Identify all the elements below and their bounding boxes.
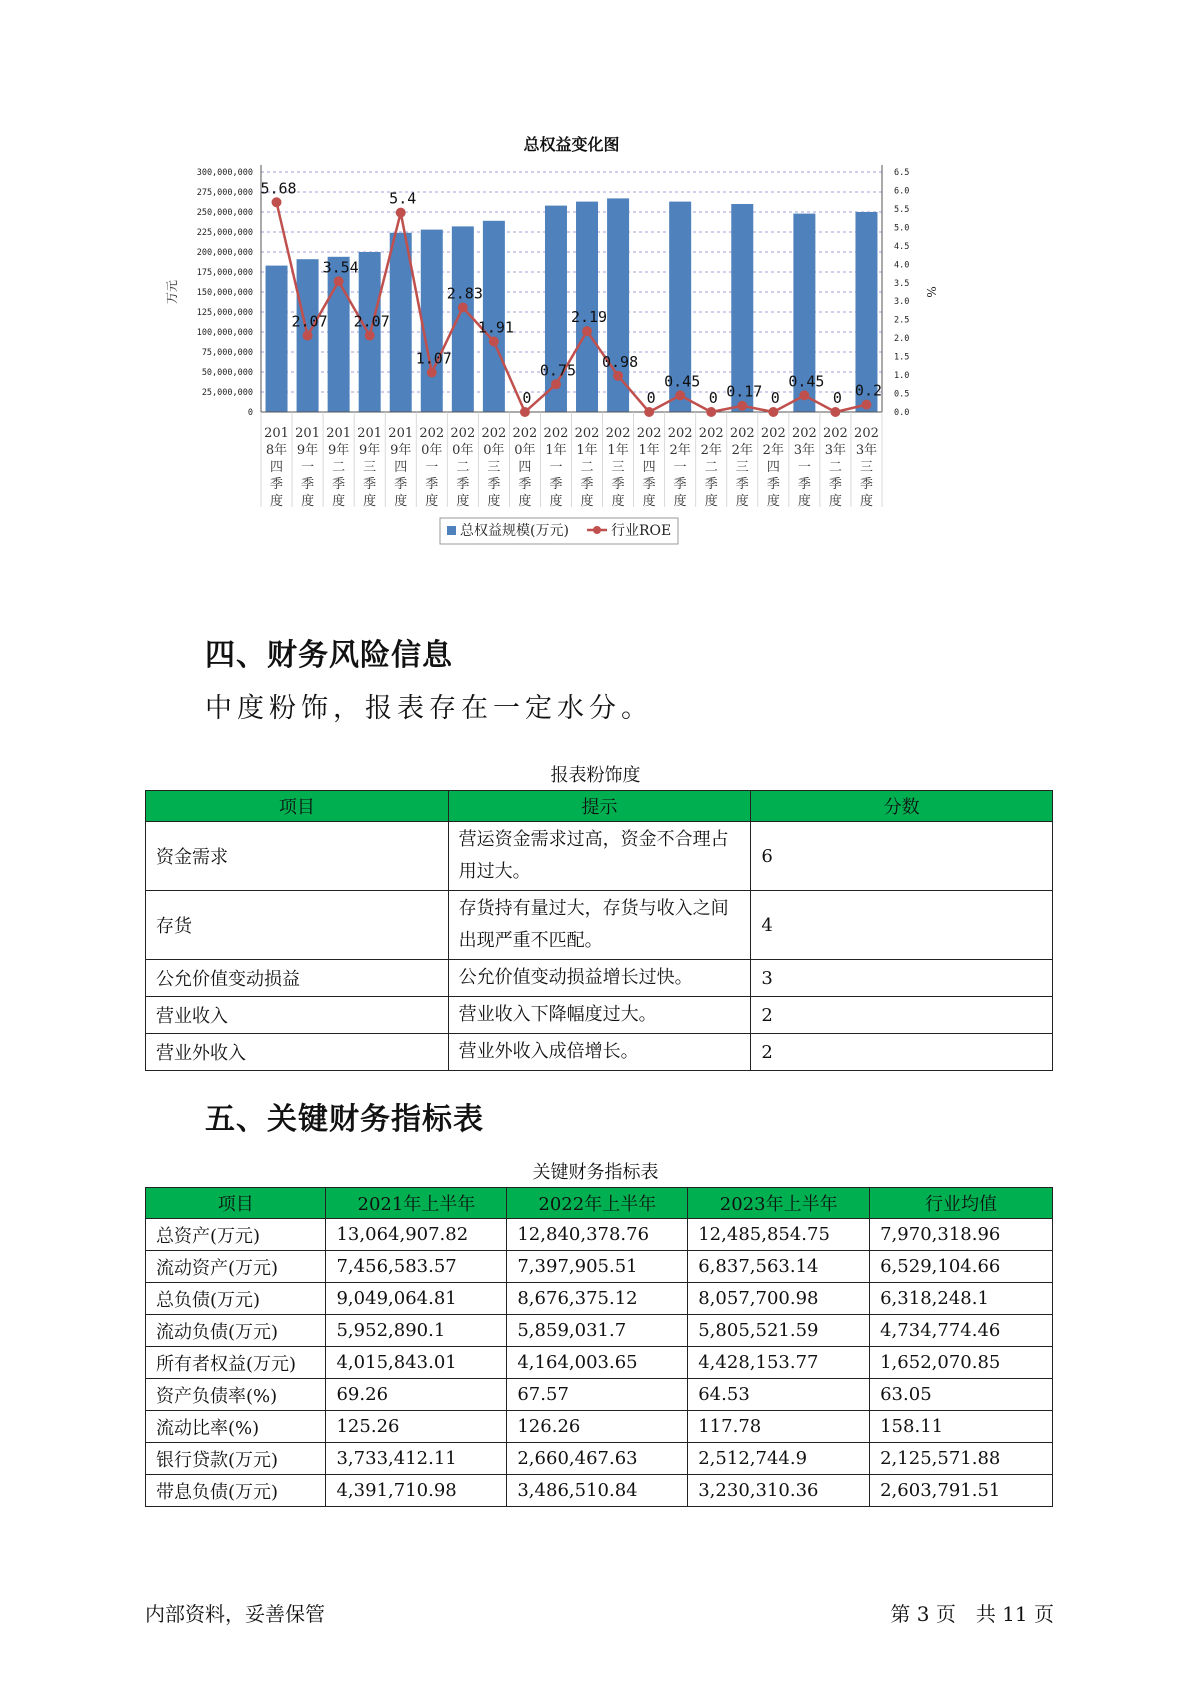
legend-bar-label: 总权益规模(万元)	[460, 523, 569, 539]
y-left-tick-label: 50,000,000	[201, 368, 253, 378]
kpi-2022h1: 67.57	[507, 1379, 688, 1411]
equity-chart-svg	[150, 135, 1030, 595]
y-right-tick-label: 5.5	[894, 204, 910, 215]
x-tick-label: 0年	[452, 443, 474, 458]
table-row	[146, 1251, 1053, 1283]
y-left-tick-label: 150,000,000	[196, 288, 253, 298]
x-tick-label: 1年	[607, 443, 629, 458]
x-tick-label: 2年	[731, 443, 753, 458]
x-tick-label: 季	[456, 477, 470, 492]
roe-point	[427, 367, 437, 377]
x-tick-label: 度	[580, 494, 594, 509]
x-tick-label: 季	[332, 477, 346, 492]
x-tick-label: 3年	[793, 443, 816, 458]
table-row	[146, 1315, 1053, 1347]
x-tick-label: 202	[636, 426, 662, 441]
x-tick-label: 202	[543, 426, 569, 441]
roe-data-label: 0	[832, 389, 842, 407]
kpi-industry-avg: 2,125,571.88	[870, 1443, 1053, 1475]
y-left-axis-title: 万元	[165, 279, 179, 305]
x-tick-label: 季	[549, 477, 563, 492]
table-row	[146, 891, 1053, 960]
kpi-2023h1: 117.78	[688, 1411, 870, 1443]
x-tick-label: 二	[828, 460, 842, 475]
kpi-2022h1: 8,676,375.12	[507, 1283, 688, 1315]
roe-point	[706, 407, 716, 417]
table-row	[146, 1443, 1053, 1475]
risk-score: 3	[751, 960, 1053, 997]
x-tick-label: 季	[580, 477, 594, 492]
kpi-header-2022h1: 2022年上半年	[507, 1188, 688, 1219]
y-right-tick-label: 6.5	[894, 168, 910, 178]
risk-item: 存货	[146, 891, 449, 960]
footer-page-number: 第 3 页 共 11 页	[890, 1602, 1054, 1626]
x-tick-label: 度	[797, 494, 811, 509]
roe-data-label: 0	[646, 389, 656, 407]
kpi-item: 银行贷款(万元)	[146, 1443, 326, 1475]
x-tick-label: 季	[518, 477, 532, 492]
risk-item: 营业外收入	[146, 1034, 449, 1071]
x-tick-label: 202	[481, 426, 507, 441]
x-tick-label: 201	[388, 426, 414, 441]
x-tick-label: 季	[394, 477, 408, 492]
x-tick-label: 一	[673, 460, 687, 475]
kpi-item: 总资产(万元)	[146, 1219, 326, 1251]
x-tick-label: 三	[735, 460, 749, 475]
legend-line-label: 行业ROE	[611, 523, 672, 539]
x-tick-label: 202	[729, 426, 755, 441]
table-row	[146, 1475, 1053, 1507]
bar	[483, 221, 505, 412]
kpi-2021h1: 69.26	[326, 1379, 507, 1411]
kpi-industry-avg: 7,970,318.96	[870, 1219, 1053, 1251]
x-tick-label: 度	[611, 494, 625, 509]
kpi-2022h1: 126.26	[507, 1411, 688, 1443]
section4-title: 四、财务风险信息	[205, 638, 453, 673]
x-tick-label: 度	[394, 494, 408, 509]
x-tick-label: 三	[859, 460, 873, 475]
kpi-header-2021h1: 2021年上半年	[326, 1188, 507, 1219]
y-left-tick-label: 175,000,000	[196, 268, 253, 278]
kpi-2021h1: 5,952,890.1	[326, 1315, 507, 1347]
roe-data-label: 0.75	[539, 361, 577, 380]
kpi-2021h1: 7,456,583.57	[326, 1251, 507, 1283]
legend-line-marker	[593, 526, 601, 534]
kpi-industry-avg: 1,652,070.85	[870, 1347, 1053, 1379]
x-tick-label: 度	[859, 494, 873, 509]
x-tick-label: 201	[357, 426, 383, 441]
risk-header-item: 项目	[146, 791, 449, 822]
kpi-2021h1: 9,049,064.81	[326, 1283, 507, 1315]
x-tick-label: 1年	[545, 443, 567, 458]
x-tick-label: 2年	[669, 443, 691, 458]
kpi-item: 流动比率(%)	[146, 1411, 326, 1443]
kpi-2022h1: 3,486,510.84	[507, 1475, 688, 1507]
kpi-2023h1: 6,837,563.14	[688, 1251, 870, 1283]
x-tick-label: 季	[704, 477, 718, 492]
roe-data-label: 2.07	[291, 312, 328, 331]
roe-point	[458, 303, 468, 313]
x-tick-label: 202	[605, 426, 631, 441]
kpi-header-item: 项目	[146, 1188, 326, 1219]
kpi-2023h1: 2,512,744.9	[688, 1443, 870, 1475]
kpi-2021h1: 4,015,843.01	[326, 1347, 507, 1379]
kpi-table-header-row	[146, 1188, 1053, 1219]
y-left-tick-label: 200,000,000	[196, 248, 253, 258]
x-tick-label: 度	[332, 494, 346, 509]
bar	[421, 230, 443, 412]
x-tick-label: 0年	[514, 443, 536, 458]
x-tick-label: 3年	[824, 443, 847, 458]
roe-point	[520, 407, 530, 417]
kpi-2023h1: 4,428,153.77	[688, 1347, 870, 1379]
x-tick-label: 二	[332, 460, 346, 475]
roe-point	[675, 390, 685, 400]
x-tick-label: 三	[611, 460, 625, 475]
risk-tip: 营业外收入成倍增长。	[448, 1034, 751, 1071]
kpi-table	[145, 1187, 1053, 1507]
risk-summary-text: 中度粉饰，报表存在一定水分。	[205, 693, 653, 724]
x-tick-label: 度	[425, 494, 439, 509]
x-tick-label: 度	[270, 494, 284, 509]
x-tick-label: 一	[549, 460, 563, 475]
x-tick-label: 季	[425, 477, 439, 492]
risk-tip: 营业收入下降幅度过大。	[448, 997, 751, 1034]
bar	[266, 266, 288, 412]
risk-score: 6	[751, 822, 1053, 891]
x-tick-label: 0年	[483, 443, 505, 458]
y-right-tick-label: 3.5	[894, 278, 910, 289]
roe-point	[830, 407, 840, 417]
table-row	[146, 960, 1053, 997]
x-tick-label: 四	[766, 460, 780, 475]
x-tick-label: 202	[760, 426, 786, 441]
table-row	[146, 1034, 1053, 1071]
y-right-tick-label: 1.5	[894, 352, 910, 363]
risk-table	[145, 790, 1053, 1071]
roe-data-label: 0	[708, 389, 718, 407]
x-tick-label: 3年	[855, 443, 878, 458]
x-tick-label: 202	[791, 426, 817, 441]
x-tick-label: 9年	[390, 443, 412, 458]
x-tick-label: 一	[425, 460, 439, 475]
table-row	[146, 997, 1053, 1034]
equity-chart	[150, 135, 1030, 595]
x-tick-label: 季	[487, 477, 501, 492]
roe-point	[551, 379, 561, 389]
x-tick-label: 季	[828, 477, 842, 492]
x-tick-label: 度	[549, 494, 563, 509]
kpi-2023h1: 64.53	[688, 1379, 870, 1411]
roe-point	[272, 197, 282, 207]
roe-data-label: 2.07	[353, 312, 390, 331]
table-row	[146, 1379, 1053, 1411]
kpi-2023h1: 12,485,854.75	[688, 1219, 870, 1251]
roe-point	[582, 326, 592, 336]
table-row	[146, 1411, 1053, 1443]
y-right-axis-title: %	[924, 286, 938, 298]
x-tick-label: 四	[270, 460, 284, 475]
kpi-item: 流动资产(万元)	[146, 1251, 326, 1283]
risk-item: 营业收入	[146, 997, 449, 1034]
y-right-tick-label: 5.0	[894, 223, 910, 234]
kpi-industry-avg: 6,529,104.66	[870, 1251, 1053, 1283]
table-row	[146, 1219, 1053, 1251]
x-tick-label: 度	[518, 494, 532, 509]
risk-table-caption: 报表粉饰度	[550, 765, 641, 786]
roe-point	[334, 276, 344, 286]
roe-data-label: 0.2	[854, 381, 883, 400]
roe-point	[613, 371, 623, 381]
x-tick-label: 0年	[421, 443, 443, 458]
x-tick-label: 度	[704, 494, 718, 509]
x-tick-label: 202	[574, 426, 600, 441]
x-tick-label: 季	[270, 477, 284, 492]
section5-title: 五、关键财务指标表	[205, 1102, 484, 1137]
x-tick-label: 1年	[576, 443, 598, 458]
risk-item: 资金需求	[146, 822, 449, 891]
x-tick-label: 度	[828, 494, 842, 509]
roe-point	[737, 401, 747, 411]
roe-data-label: 5.68	[260, 179, 297, 198]
y-left-tick-label: 300,000,000	[196, 168, 253, 178]
roe-data-label: 5.4	[389, 189, 417, 208]
table-row	[146, 822, 1053, 891]
kpi-2023h1: 8,057,700.98	[688, 1283, 870, 1315]
kpi-2021h1: 125.26	[326, 1411, 507, 1443]
risk-header-tip: 提示	[448, 791, 751, 822]
roe-data-label: 3.54	[322, 258, 359, 277]
x-tick-label: 季	[611, 477, 625, 492]
x-tick-label: 二	[704, 460, 718, 475]
x-tick-label: 季	[797, 477, 811, 492]
kpi-industry-avg: 63.05	[870, 1379, 1053, 1411]
y-right-tick-label: 1.0	[894, 371, 910, 382]
footer-confidential-note: 内部资料，妥善保管	[145, 1602, 325, 1626]
x-tick-label: 一	[301, 460, 315, 475]
bar	[452, 226, 474, 412]
y-left-tick-label: 75,000,000	[201, 348, 253, 358]
y-right-tick-label: 6.0	[894, 186, 910, 197]
kpi-item: 带息负债(万元)	[146, 1475, 326, 1507]
risk-table-header-row	[146, 791, 1053, 822]
kpi-industry-avg: 4,734,774.46	[870, 1315, 1053, 1347]
bar	[731, 204, 753, 412]
kpi-item: 所有者权益(万元)	[146, 1347, 326, 1379]
risk-tip: 营运资金需求过高，资金不合理占用过大。	[448, 822, 751, 891]
roe-data-label: 1.91	[477, 318, 514, 337]
roe-point	[489, 336, 499, 346]
roe-point	[861, 400, 871, 410]
x-tick-label: 2年	[762, 443, 784, 458]
roe-data-label: 2.19	[570, 308, 608, 327]
x-tick-label: 9年	[296, 443, 319, 458]
kpi-industry-avg: 6,318,248.1	[870, 1283, 1053, 1315]
roe-point	[396, 208, 406, 218]
table-row	[146, 1283, 1053, 1315]
y-left-tick-label: 250,000,000	[196, 208, 253, 218]
roe-data-label: 1.07	[415, 349, 452, 368]
risk-score: 2	[751, 997, 1053, 1034]
y-right-tick-label: 4.0	[894, 260, 910, 271]
x-tick-label: 201	[295, 426, 320, 441]
kpi-2021h1: 4,391,710.98	[326, 1475, 507, 1507]
roe-point	[365, 331, 375, 341]
kpi-2021h1: 13,064,907.82	[326, 1219, 507, 1251]
x-tick-label: 202	[823, 426, 848, 441]
x-tick-label: 202	[854, 426, 879, 441]
y-left-tick-label: 225,000,000	[196, 228, 253, 238]
x-tick-label: 2年	[700, 443, 722, 458]
risk-tip: 存货持有量过大，存货与收入之间出现严重不匹配。	[448, 891, 751, 960]
x-tick-label: 二	[456, 460, 470, 475]
x-tick-label: 季	[673, 477, 687, 492]
kpi-2023h1: 5,805,521.59	[688, 1315, 870, 1347]
kpi-header-2023h1: 2023年上半年	[688, 1188, 870, 1219]
y-right-tick-label: 4.5	[894, 241, 910, 252]
y-left-tick-label: 25,000,000	[201, 388, 253, 398]
kpi-2022h1: 2,660,467.63	[507, 1443, 688, 1475]
x-tick-label: 四	[518, 460, 532, 475]
legend-bar-swatch	[447, 526, 456, 535]
x-tick-label: 度	[735, 494, 749, 509]
x-tick-label: 季	[859, 477, 873, 492]
y-right-tick-label: 2.0	[894, 334, 910, 345]
x-tick-label: 度	[766, 494, 780, 509]
y-left-tick-label: 0	[247, 408, 253, 418]
y-right-tick-label: 2.5	[894, 315, 910, 326]
kpi-2022h1: 5,859,031.7	[507, 1315, 688, 1347]
kpi-2021h1: 3,733,412.11	[326, 1443, 507, 1475]
kpi-table-caption: 关键财务指标表	[532, 1162, 659, 1183]
x-tick-label: 1年	[638, 443, 660, 458]
kpi-industry-avg: 158.11	[870, 1411, 1053, 1443]
risk-tip: 公允价值变动损益增长过快。	[448, 960, 751, 997]
x-tick-label: 度	[456, 494, 470, 509]
x-tick-label: 202	[698, 426, 724, 441]
roe-point	[303, 331, 313, 341]
roe-data-label: 0.98	[602, 352, 639, 371]
roe-point	[799, 390, 809, 400]
roe-data-label: 2.83	[446, 284, 483, 303]
x-tick-label: 二	[580, 460, 594, 475]
y-right-tick-label: 3.0	[894, 297, 910, 308]
roe-data-label: 0.17	[726, 382, 763, 401]
risk-score: 4	[751, 891, 1053, 960]
y-left-tick-label: 100,000,000	[196, 328, 253, 338]
x-tick-label: 季	[363, 477, 377, 492]
kpi-item: 资产负债率(%)	[146, 1379, 326, 1411]
x-tick-label: 202	[450, 426, 476, 441]
y-left-tick-label: 125,000,000	[196, 308, 253, 318]
table-row	[146, 1347, 1053, 1379]
roe-data-label: 0	[770, 389, 780, 407]
kpi-2022h1: 12,840,378.76	[507, 1219, 688, 1251]
x-tick-label: 季	[642, 477, 656, 492]
bar	[576, 202, 598, 412]
x-tick-label: 9年	[359, 443, 381, 458]
x-tick-label: 度	[642, 494, 656, 509]
y-right-tick-label: 0.5	[894, 389, 910, 400]
x-tick-label: 四	[394, 460, 408, 475]
x-tick-label: 度	[673, 494, 687, 509]
roe-point	[768, 407, 778, 417]
x-tick-label: 一	[797, 460, 811, 475]
kpi-2022h1: 4,164,003.65	[507, 1347, 688, 1379]
roe-data-label: 0.45	[788, 372, 825, 391]
risk-item: 公允价值变动损益	[146, 960, 449, 997]
x-tick-label: 201	[264, 426, 289, 441]
x-tick-label: 度	[363, 494, 377, 509]
risk-score: 2	[751, 1034, 1053, 1071]
x-tick-label: 202	[419, 426, 445, 441]
x-tick-label: 度	[487, 494, 501, 509]
x-tick-label: 四	[642, 460, 656, 475]
x-tick-label: 9年	[327, 443, 350, 458]
kpi-header-industry-avg: 行业均值	[870, 1188, 1053, 1219]
x-tick-label: 8年	[265, 443, 288, 458]
bar	[390, 233, 412, 412]
y-left-tick-label: 275,000,000	[196, 188, 253, 198]
roe-data-label: 0.45	[664, 372, 701, 391]
risk-header-score: 分数	[751, 791, 1053, 822]
x-tick-label: 季	[735, 477, 749, 492]
kpi-industry-avg: 2,603,791.51	[870, 1475, 1053, 1507]
x-tick-label: 202	[512, 426, 538, 441]
x-tick-label: 三	[487, 460, 501, 475]
kpi-item: 总负债(万元)	[146, 1283, 326, 1315]
x-tick-label: 201	[326, 426, 352, 441]
y-right-tick-label: 0.0	[894, 408, 910, 418]
x-tick-label: 季	[301, 477, 315, 492]
chart-title: 总权益变化图	[523, 135, 620, 154]
x-tick-label: 季	[766, 477, 780, 492]
kpi-2023h1: 3,230,310.36	[688, 1475, 870, 1507]
roe-data-label: 0	[522, 389, 532, 407]
kpi-item: 流动负债(万元)	[146, 1315, 326, 1347]
kpi-2022h1: 7,397,905.51	[507, 1251, 688, 1283]
x-tick-label: 202	[667, 426, 693, 441]
roe-point	[644, 407, 654, 417]
x-tick-label: 度	[301, 494, 315, 509]
x-tick-label: 三	[363, 460, 377, 475]
